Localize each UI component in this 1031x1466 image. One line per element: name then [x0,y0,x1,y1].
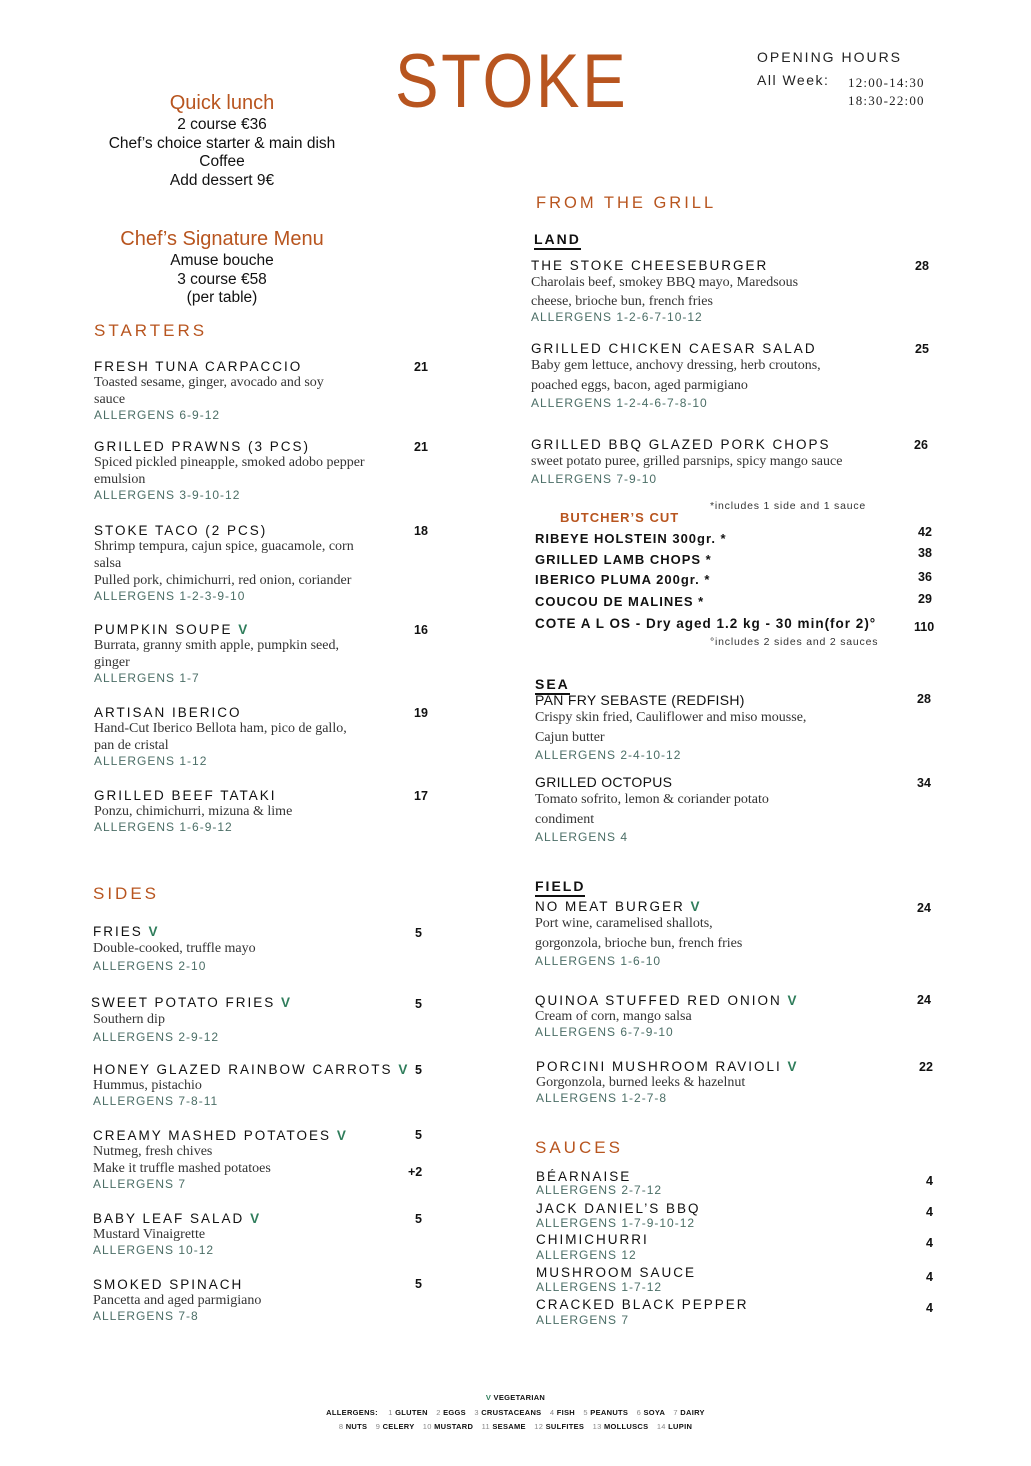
item-price: 22 [919,1060,933,1074]
item-description: Ponzu, chimichurri, mizuna & lime [94,804,293,819]
vegetarian-icon: V [398,1062,410,1077]
butcher-item-name: GRILLED LAMB CHOPS * [535,552,712,567]
item-description: Hummus, pistachio [93,1078,202,1093]
butcher-note-bottom: °includes 2 sides and 2 sauces [710,636,879,648]
allergen-label: SULFITES [545,1422,585,1431]
menu-item [94,439,434,502]
item-description: salsa [94,556,122,571]
butcher-item-name: IBERICO PLUMA 200gr. * [535,572,711,587]
menu-item [93,1211,433,1257]
item-name: GRILLED BBQ GLAZED PORK CHOPS [531,437,831,452]
item-name: QUINOA STUFFED RED ONION [535,993,782,1008]
allergen-number: 4 [549,1408,555,1417]
item-name-row [535,899,937,914]
item-price: 16 [414,623,428,637]
item-name: PORCINI MUSHROOM RAVIOLI [536,1059,782,1074]
item-name: GRILLED PRAWNS (3 PCS) [94,439,311,454]
item-allergens: ALLERGENS 1-2-6-7-10-12 [531,310,703,324]
item-description: Port wine, caramelised shallots, [535,916,713,931]
item-name-row [536,1059,937,1074]
menu-item [531,258,937,324]
quick-lunch-line: Chef’s choice starter & main dish [108,134,336,152]
item-price: 5 [415,1212,422,1226]
vegetarian-icon: V [787,993,799,1008]
sauce-price: 4 [926,1301,933,1315]
vegetarian-icon: V [281,995,293,1010]
allergen-number: 9 [375,1422,381,1431]
item-description: Spiced pickled pineapple, smoked adobo pepper [94,455,365,470]
signature-menu-line: (per table) [186,289,258,306]
item-name: ARTISAN IBERICO [94,705,242,720]
allergen-label: NUTS [345,1422,368,1431]
sauce-name: JACK DANIEL’S BBQ [536,1201,701,1216]
item-name: BABY LEAF SALAD [93,1211,245,1226]
item-description: ginger [94,655,130,670]
butcher-note-top: *includes 1 side and 1 sauce [710,500,867,512]
starters-heading: STARTERS [94,321,208,340]
item-description: Charolais beef, smokey BBQ mayo, Maredsous [531,275,799,290]
allergen-number: 10 [422,1422,432,1431]
sauce-name: MUSHROOM SAUCE [536,1265,697,1280]
item-name: GRILLED OCTOPUS [535,774,673,790]
land-underline [534,248,581,250]
sauce-allergens: ALLERGENS 1-7-9-10-12 [536,1216,696,1230]
butcher-item-name: COTE A L OS - Dry aged 1.2 kg - 30 min(for 2)° [535,616,877,631]
menu-item [535,692,937,762]
item-allergens: ALLERGENS 10-12 [93,1243,215,1257]
menu-item [531,437,937,486]
item-description: Baby gem lettuce, anchovy dressing, herb croutons, [531,358,821,373]
menu-item [93,1062,433,1108]
allergen-label: LUPIN [668,1422,693,1431]
allergen-number: 11 [481,1422,490,1431]
item-allergens: ALLERGENS 1-2-3-9-10 [94,589,246,603]
dinner-hours: 18:30-22:00 [848,93,925,108]
menu-item [536,1059,937,1105]
item-allergens: ALLERGENS 2-9-12 [93,1030,220,1044]
menu-item [93,1128,433,1191]
item-description: Crispy skin fried, Cauliflower and miso mousse, [535,710,807,725]
sauce-item [536,1265,936,1295]
quick-lunch-line: Add dessert 9€ [169,171,275,189]
item-name: GRILLED CHICKEN CAESAR SALAD [531,341,817,356]
menu-item [94,705,434,768]
sauce-item [536,1169,936,1197]
item-price: 24 [917,901,931,915]
item-allergens: ALLERGENS 2-10 [93,959,207,973]
allergen-number: 14 [656,1422,666,1431]
item-name-row [535,993,937,1008]
item-name: SWEET POTATO FRIES [91,995,276,1010]
menu-item [94,359,434,422]
item-extra-price: +2 [408,1165,423,1179]
allergen-label: CELERY [382,1422,415,1431]
signature-menu-block [72,226,372,308]
item-name: FRESH TUNA CARPACCIO [94,359,303,374]
item-price: 5 [415,1063,422,1077]
menu-item [94,622,434,685]
allergen-number: 1 [388,1408,393,1417]
vegetarian-icon: V [250,1211,262,1226]
item-description: Double-cooked, truffle mayo [93,941,256,956]
butcher-item-price: 38 [918,546,932,560]
item-allergens: ALLERGENS 2-4-10-12 [535,748,682,762]
sauce-allergens: ALLERGENS 2-7-12 [536,1183,663,1197]
allergen-label: MUSTARD [434,1422,474,1431]
item-price: 21 [414,360,428,374]
quick-lunch-line: Coffee [199,153,245,170]
item-price: 5 [415,997,422,1011]
menu-item [535,993,937,1039]
vegetarian-icon: V [148,924,160,939]
sauce-price: 4 [926,1174,933,1188]
sea-heading-label: SEA [535,676,570,692]
butcher-item-price: 36 [918,570,932,584]
item-description: Gorgonzola, burned leeks & hazelnut [536,1075,746,1090]
land-heading [534,231,581,250]
sides-heading: SIDES [93,884,160,903]
allergen-label: PEANUTS [590,1408,629,1417]
item-description: Burrata, granny smith apple, pumpkin seed, [94,638,339,653]
item-description: Hand-Cut Iberico Bellota ham, pico de gallo, [94,721,347,736]
butcher-item-name: RIBEYE HOLSTEIN 300gr. * [535,531,727,546]
allergen-number: 7 [673,1408,678,1417]
item-allergens: ALLERGENS 1-12 [94,754,208,768]
item-price: 17 [414,789,428,803]
item-description: Southern dip [93,1012,165,1027]
opening-hours-label: All Week: [757,72,830,88]
item-allergens: ALLERGENS 6-7-9-10 [535,1025,674,1039]
sauce-allergens: ALLERGENS 7 [536,1313,630,1327]
signature-menu-line: 3 course €58 [177,270,267,288]
quick-lunch-title: Quick lunch [169,92,275,114]
butcher-item-price: 29 [918,592,932,606]
item-name: PAN FRY SEBASTE (REDFISH) [535,692,745,708]
item-description: Cajun butter [535,730,605,745]
menu-item [531,341,937,410]
item-price: 28 [915,259,929,273]
item-allergens: ALLERGENS 7-8 [93,1309,199,1323]
field-underline [535,895,585,897]
opening-hours-times [848,74,925,110]
item-allergens: ALLERGENS 1-7 [94,671,200,685]
opening-hours-title: OPENING HOURS [757,49,903,65]
allergen-label: SESAME [492,1422,526,1431]
sauces-heading: SAUCES [535,1138,623,1157]
item-description: cheese, brioche bun, french fries [531,294,713,309]
vegetarian-icon: V [485,1393,492,1402]
brand-logo: STOKE [395,39,629,124]
vegetarian-icon: V [238,622,250,637]
sauce-item [536,1297,936,1329]
item-description: poached eggs, bacon, aged parmigiano [531,378,748,393]
allergen-number: 2 [436,1408,441,1417]
item-allergens: ALLERGENS 1-2-7-8 [536,1091,668,1105]
menu-item [94,788,434,834]
menu-item [535,774,937,844]
item-name: FRIES [93,924,143,939]
item-price: 5 [415,1128,422,1142]
sauce-item [536,1201,936,1230]
signature-menu-title: Chef’s Signature Menu [120,228,324,250]
item-name: STOKE TACO (2 PCS) [94,523,268,538]
allergen-label: FISH [556,1408,576,1417]
sauce-name: CRACKED BLACK PEPPER [536,1297,749,1312]
allergen-label: EGGS [443,1408,466,1417]
allergen-legend-label: ALLERGENS: [326,1408,378,1417]
item-allergens: ALLERGENS 1-2-4-6-7-8-10 [531,396,708,410]
field-heading [535,878,585,897]
sauce-name: BÉARNAISE [536,1169,632,1184]
item-name: THE STOKE CHEESEBURGER [531,258,769,273]
allergen-label: DAIRY [680,1408,705,1417]
butcher-item-price: 42 [918,525,932,539]
butchers-cut-heading: BUTCHER’S CUT [560,510,680,525]
allergen-number: 5 [583,1408,588,1417]
allergen-number: 3 [474,1408,479,1417]
vegetarian-label: VEGETARIAN [493,1393,546,1402]
allergen-label: MOLLUSCS [603,1422,649,1431]
item-name: NO MEAT BURGER [535,899,685,914]
item-price: 25 [915,342,929,356]
allergen-legend-row [0,1408,1031,1417]
menu-item [91,995,433,1044]
item-name: HONEY GLAZED RAINBOW CARROTS [93,1062,393,1077]
item-price: 26 [914,438,928,452]
sauce-allergens: ALLERGENS 1-7-12 [536,1280,663,1294]
item-name-row [93,1062,433,1077]
item-name: SMOKED SPINACH [93,1277,244,1292]
sauce-name: CHIMICHURRI [536,1232,649,1247]
menu-item [94,523,434,603]
item-description: sauce [94,392,126,407]
item-description: Shrimp tempura, cajun spice, guacamole, corn [94,539,354,554]
menu-item [535,899,937,968]
item-allergens: ALLERGENS 1-6-10 [535,954,662,968]
butcher-item-price: 110 [914,620,935,634]
sauce-item [536,1232,936,1263]
item-price: 28 [917,692,931,706]
item-name: GRILLED BEEF TATAKI [94,788,277,803]
vegetarian-legend [0,1393,1031,1402]
item-description: Pancetta and aged parmigiano [93,1293,262,1308]
item-allergens: ALLERGENS 1-6-9-12 [94,820,233,834]
item-description: Tomato sofrito, lemon & coriander potato [535,792,769,807]
item-price: 5 [415,1277,422,1291]
item-description: gorgonzola, brioche bun, french fries [535,936,743,951]
land-heading-label: LAND [534,231,581,247]
item-description: Mustard Vinaigrette [93,1227,206,1242]
item-price: 34 [917,776,931,790]
allergen-number: 6 [636,1408,642,1417]
item-name-row [93,1211,433,1226]
item-allergens: ALLERGENS 6-9-12 [94,408,221,422]
allergen-label: GLUTEN [395,1408,428,1417]
field-heading-label: FIELD [535,878,586,894]
sauce-allergens: ALLERGENS 12 [536,1248,637,1262]
lunch-hours: 12:00-14:30 [848,75,925,90]
butcher-item-name: COUCOU DE MALINES * [535,594,705,609]
item-price: 24 [917,993,931,1007]
item-description: condiment [535,812,595,827]
vegetarian-icon: V [787,1059,799,1074]
allergen-number: 12 [534,1422,544,1431]
sauce-price: 4 [926,1205,933,1219]
menu-item [93,1277,433,1323]
item-allergens: ALLERGENS 7 [93,1177,187,1191]
menu-item [93,924,433,973]
item-description: sweet potato puree, grilled parsnips, spicy mango sauce [531,454,843,469]
item-name: CREAMY MASHED POTATOES [93,1128,332,1143]
item-name-row [91,995,433,1010]
item-description: Make it truffle mashed potatoes [93,1161,271,1176]
vegetarian-icon: V [336,1128,348,1143]
item-name-row [93,1128,433,1143]
from-the-grill-heading: FROM THE GRILL [536,194,717,212]
sauce-price: 4 [926,1270,933,1284]
item-name-row [93,924,433,939]
item-allergens: ALLERGENS 7-9-10 [531,472,658,486]
item-description: Toasted sesame, ginger, avocado and soy [94,375,324,390]
item-allergens: ALLERGENS 3-9-10-12 [94,488,241,502]
item-price: 5 [415,926,422,940]
allergen-label: CRUSTACEANS [481,1408,542,1417]
item-allergens: ALLERGENS 4 [535,830,629,844]
item-description: Nutmeg, fresh chives [93,1144,213,1159]
item-description: Pulled pork, chimichurri, red onion, coriander [94,573,352,588]
allergen-legend-row [0,1422,1031,1431]
item-allergens: ALLERGENS 7-8-11 [93,1094,219,1108]
item-name-row [94,622,434,637]
signature-menu-line: Amuse bouche [170,252,274,269]
vegetarian-icon: V [690,899,702,914]
allergen-label: SOYA [643,1408,665,1417]
item-price: 18 [414,524,428,538]
item-description: Cream of corn, mango salsa [535,1009,692,1024]
item-price: 21 [414,440,428,454]
item-price: 19 [414,706,428,720]
allergen-number: 8 [338,1422,344,1431]
item-description: pan de cristal [94,738,169,753]
quick-lunch-block [72,90,372,190]
quick-lunch-line: 2 course €36 [177,116,267,133]
allergen-number: 13 [592,1422,602,1431]
sauce-price: 4 [926,1236,933,1250]
item-description: emulsion [94,472,146,487]
item-name: PUMPKIN SOUPE [94,622,233,637]
